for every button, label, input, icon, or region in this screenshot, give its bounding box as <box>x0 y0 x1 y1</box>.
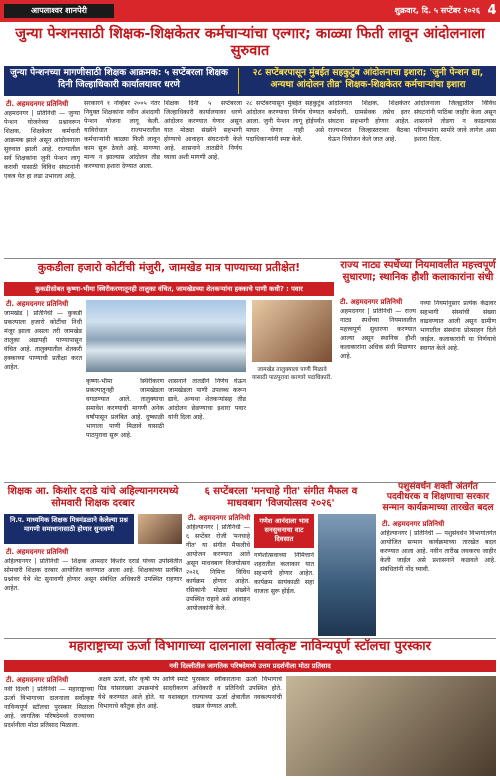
event-photo <box>318 514 376 636</box>
natya-col-2: नव्या नियमांनुसार प्रत्येक केंद्रावर सहभागी संस्थांची संख्या वाढवण्यात आली असून ग्रामीण भागातील संस्थांना प्रोत्साहन दिले जाईल. कलाकारांनी या निर्णयाचे स्वागत केले आहे. <box>420 300 496 352</box>
issue-date: शुक्रवार, दि. ५ सप्टेंबर २०२६ <box>394 6 480 15</box>
kukdi-strip-text: कुकडीसोबत कृष्णा-भीमा स्थिरीकरणातूनही तालुका वंचित, जामखेडच्या शेतकऱ्यांना हक्काचे पाणी कधी? : पवार <box>35 285 303 293</box>
lead-col-4: २८ सप्टेंबरपासून मुंबईत सहकुटुंब आंदोलन करण्याचा निर्णय घेण्यात आला. जुनी पेन्शन लागू होईपर्यंत माघार घेणार नाही असे पदाधिकाऱ्यांनी स्पष्ट केले. <box>246 100 324 143</box>
lead-subhead-left: जुन्या पेन्शनच्या मागणीसाठी शिक्षक आक्रमक: ५ सप्टेंबरला शिक्षक दिनी जिल्हाधिकारी कार्यालयावर धरणे <box>10 68 228 90</box>
urja-headline: महाराष्ट्राच्या ऊर्जा विभागाच्या दालनाला सर्वोत्कृष्ट नाविन्यपूर्ण स्टॉलचा पुरस्कार <box>69 639 431 654</box>
natya-headline: राज्य नाट्य स्पर्धेच्या नियमावलीत महत्त्वपूर्ण सुधारणा; स्थानिक हौशी कलाकारांना संधी <box>340 260 496 283</box>
lead-headline: जुन्या पेन्शनसाठी शिक्षक-शिक्षकेतर कर्मचाऱ्यांचा एल्गार; काळ्या फिती लावून आंदोलनाला सुरुवात <box>15 26 485 59</box>
natya-byline: टी. अहमदनगर प्रतिनिधी <box>340 298 403 306</box>
lead-col-3: शिक्षक दिनी ५ सप्टेंबरला जिल्हाधिकारी कार्यालयावर धरणे आंदोलन करण्यात येणार असून यात मोठ्या संख्येने सहभागी होण्याचे आवाहन संघटनांनी केले आहे. शासनाने तातडीने निर्णय घ्यावा अशी मागणी आहे. <box>164 100 242 161</box>
pashu-col-1: अहिल्यानगर | प्रतिनिधी — पशुसंवर्धन विभागांतर्गत आयोजित सन्मान कार्यक्रमाच्या तारखेत बदल करण्यात आला आहे. नवीन तारीख लवकरच जाहीर केली जाईल असे प्रशासनाने कळवले आहे. संबंधितांनी नोंद घ्यावी. <box>380 530 496 573</box>
manche-byline: टी. अहमदनगर प्रतिनिधी <box>188 514 251 522</box>
urja-col-2: अक्षय ऊर्जा, सौर कृषी पंप आणि स्मार्ट ग्रिड यांसारख्या उपक्रमांचे सादरीकरण येथे करण्यात आले होते. या यशाबद्दल विभागाचे कौतुक होत आहे. <box>98 676 188 710</box>
kukdi-col-3: शासनाने तातडीने निर्णय घेऊन जामखेडला पाणी उपलब्ध करून द्यावे, अन्यथा शेतकऱ्यांसह तीव्र आंदोलन छेडण्याचा इशारा पवार यांनी दिला आहे. <box>168 378 246 421</box>
natya-col-1: अहमदनगर | प्रतिनिधी — राज्य नाट्य स्पर्धेच्या नियमावलीत महत्त्वपूर्ण सुधारणा करण्यात आल्या असून स्थानिक हौशी कलाकारांना अधिक संधी मिळणार आहे. <box>340 308 416 360</box>
lead-col-1: अहमदनगर | प्रतिनिधी — जुन्या पेन्शन योजनेच्या प्रश्नावरून शिक्षक, शिक्षकेतर कर्मचारी आक्रमक झाले असून आंदोलनाला सुरुवात झाली आहे. राज्यातील सर्व शिक्षकांना जुनी पेन्शन लागू करावी यासाठी विविध संघटनांनी एकत्र येत हा लढा उभारला आहे. <box>4 110 80 180</box>
portrait-caption: जामखेड तालुक्याला पाणी मिळावे यासाठी पाठपुरावा करणारे पदाधिकारी. <box>251 367 333 382</box>
urja-col-1: नवी दिल्ली | प्रतिनिधी — महाराष्ट्राच्या ऊर्जा विभागाच्या दालनाला सर्वोत्कृष्ट नाविन्यपूर्ण स्टॉलचा पुरस्कार मिळाला आहे. जागतिक परिषदेमध्ये राज्याच्या प्रदर्शनीला मोठा प्रतिसाद मिळाला. <box>4 686 94 729</box>
kukdi-byline: टी. अहमदनगर प्रतिनिधी <box>6 300 69 308</box>
page-number: 4 <box>487 3 497 18</box>
shikshak-byline: टी. अहमदनगर प्रतिनिधी <box>6 548 69 556</box>
lead-col-2: सरकारने १ नोव्हेंबर २००५ नंतर नियुक्त शिक्षकांना नवीन अंशदायी पेन्शन योजना लागू केली. याविरोधात राज्यभरातील कर्मचाऱ्यांनी काळ्या फिती लावून काम सुरू ठेवले आहे. मागण्या मान्य न झाल्यास आंदोलन तीव्र करण्याचा इशारा देण्यात आला. <box>84 100 160 170</box>
kukdi-headline: कुकडीला हजारो कोटींची मंजुरी, जामखेड मात्र पाण्याच्या प्रतीक्षेत! <box>37 261 301 274</box>
section-rule <box>4 258 496 259</box>
shikshak-photo <box>138 514 182 544</box>
paper-name: आपलाश्वर शानपेरी <box>4 4 114 18</box>
dam-photo <box>86 300 246 372</box>
portrait-photo <box>252 300 332 362</box>
pashu-headline: पशुसंवर्धन शक्ती अंतर्गत पदवीधरक व शिक्षणाचा सरकार सन्मान कार्यक्रमाच्या तारखेत बदल <box>382 482 494 513</box>
manche-headline: ६ सप्टेंबरला 'मनचाहे गीत' संगीत मैफल व माधवबाग 'विजयोत्सव २०२६' <box>204 486 358 509</box>
shikshak-headline: शिक्षक आ. किशोर दराडे यांचे अहिल्यानगरमध्ये सोमवारी शिक्षक दरबार <box>7 486 179 509</box>
lead-col-6: आंदोलनाला जिल्ह्यातील विविध संघटनांनी पाठिंबा जाहीर केला असून शासनाने तोडगा न काढल्यास परिणामांना सामोरे जावे लागेल असा इशारा दिला. <box>414 100 496 143</box>
shikshak-col-1: अहिल्यानगर | प्रतिनिधी — शिक्षक आमदार किशोर दराडे यांच्या उपस्थितीत सोमवारी शिक्षक दरबार आयोजित करण्यात आला आहे. शिक्षकांच्या प्रलंबित प्रश्नांवर येथे थेट सुनावणी होणार असून संबंधित अधिकारी उपस्थित राहणार आहेत. <box>4 558 182 592</box>
lead-col-5: आंदोलनात शिक्षक, शिक्षकेतर कर्मचारी, ग्रामसेवक तसेच इतर संघटना सहभागी होणार आहेत. राज्यभरात जिल्हास्तरावर बैठका घेऊन नियोजन केले जात आहे. <box>328 100 410 143</box>
manche-col-2: गणेशोत्सवाच्या निमित्ताने शहरातील कलाकार यात सहभागी होणार आहेत. कार्यक्रम सायंकाळी सहा वाजता सुरू होईल. <box>254 552 314 595</box>
manche-col-1: अहिल्यानगर | प्रतिनिधी — ६ सप्टेंबर रोजी 'मनचाहे गीत' या संगीत मैफलीचे आयोजन करण्यात आले असून माधवबाग विजयोत्सव २०२६ निमित्त विविध कार्यक्रम होणार आहेत. रसिकांनी मोठ्या संख्येने उपस्थित राहावे असे आवाहन आयोजकांनी केले. <box>186 524 250 612</box>
pashu-byline: टी. अहमदनगर प्रतिनिधी <box>382 520 445 528</box>
shikshak-box: नि.प. माध्यमिक शिक्षक मित्रमंडळाने केलेल्या प्रश्न मागणी समाधानासाठी होणार सुनावणी <box>4 514 134 544</box>
lead-subhead-right: २८ सप्टेंबरपासून मुंबईत सहकुटुंब आंदोलनाचा इशारा; 'जुनी पेन्शन द्या, अन्यथा आंदोलन तीव्र' शिक्षक-शिक्षकेतर कर्मचाऱ्यांचा इशारा <box>252 68 484 90</box>
urja-col-3: पुरस्कार स्वीकारताना ऊर्जा विभागाचे अधिकारी व प्रतिनिधी उपस्थित होते. राज्याच्या ऊर्जा क्षेत्रातील नवकल्पनांची दखल घेण्यात आली. <box>192 676 282 710</box>
kukdi-col-1: जामखेड | प्रतिनिधी — कुकडी प्रकल्पाला हजारो कोटींचा निधी मंजूर झाला असला तरी जामखेड तालुका अद्यापही पाण्यापासून वंचित आहे. तालुक्यातील शेतकरी हक्काच्या पाण्याची प्रतीक्षा करत आहेत. <box>4 310 82 371</box>
urja-byline: टी. अहमदनगर प्रतिनिधी <box>6 676 69 684</box>
manche-box: गणेश आनंदाला भाव सनसुचनाचा वाट दिवसात <box>254 514 314 548</box>
subhead-divider <box>238 68 239 94</box>
lead-byline: टी. अहमदनगर प्रतिनिधी <box>6 100 69 108</box>
urja-strip-text: नवी दिल्लीतील जागतिक परिषदेमध्ये उत्तम प्रदर्शनीला मोठा प्रतिसाद <box>169 662 331 670</box>
award-photo <box>286 676 496 776</box>
kukdi-col-2: कृष्णा-भीमा स्थिरीकरण प्रकल्पातूनही जामखेडला वगळण्यात आले. तालुक्याचा समावेश करण्याची मागणी अनेक वर्षांपासून प्रलंबित आहे. दुष्काळी भागाला पाणी मिळावे यासाठी पाठपुरावा सुरू आहे. <box>86 378 164 439</box>
